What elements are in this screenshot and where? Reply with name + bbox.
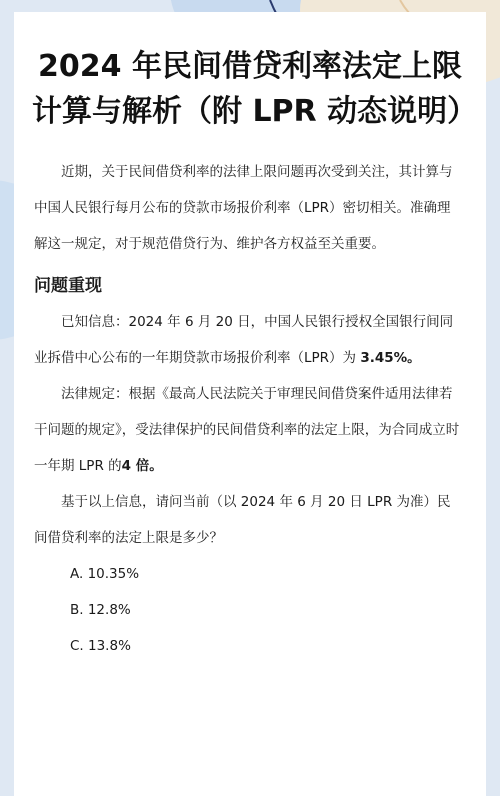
law-paragraph: [34, 376, 462, 484]
known-info-paragraph: [34, 304, 462, 376]
option-a: A. 10.35%: [70, 566, 140, 582]
option-c: C. 13.8%: [70, 638, 131, 654]
section-heading: 问题重现: [34, 276, 102, 296]
article-card: [14, 12, 486, 796]
multiplier-value: 4 倍。: [121, 458, 163, 474]
article-body: [14, 134, 486, 664]
option-b: B. 12.8%: [70, 602, 131, 618]
law-text: 法律规定：根据《最高人民法院关于审理民间借贷案件适用法律若干问题的规定》，受法律保护的民间借贷利率的法定上限，为合同成立时一年期 LPR 的: [34, 386, 460, 474]
known-info-text: 已知信息：2024 年 6 月 20 日，中国人民银行授权全国银行间同业拆借中心公布的一年期贷款市场报价利率（LPR）为: [34, 314, 454, 366]
answer-options: [34, 556, 462, 664]
lpr-value: 3.45%。: [360, 350, 421, 366]
intro-paragraph: 近期，关于民间借贷利率的法律上限问题再次受到关注，其计算与中国人民银行每月公布的贷款市场报价利率（LPR）密切相关。准确理解这一规定，对于规范借贷行为、维护各方权益至关重要。: [34, 164, 453, 252]
article-title: 2024 年民间借贷利率法定上限计算与解析（附 LPR 动态说明）: [32, 49, 478, 129]
question-paragraph: 基于以上信息，请问当前（以 2024 年 6 月 20 日 LPR 为准）民间借贷利率的法定上限是多少？: [34, 494, 451, 546]
